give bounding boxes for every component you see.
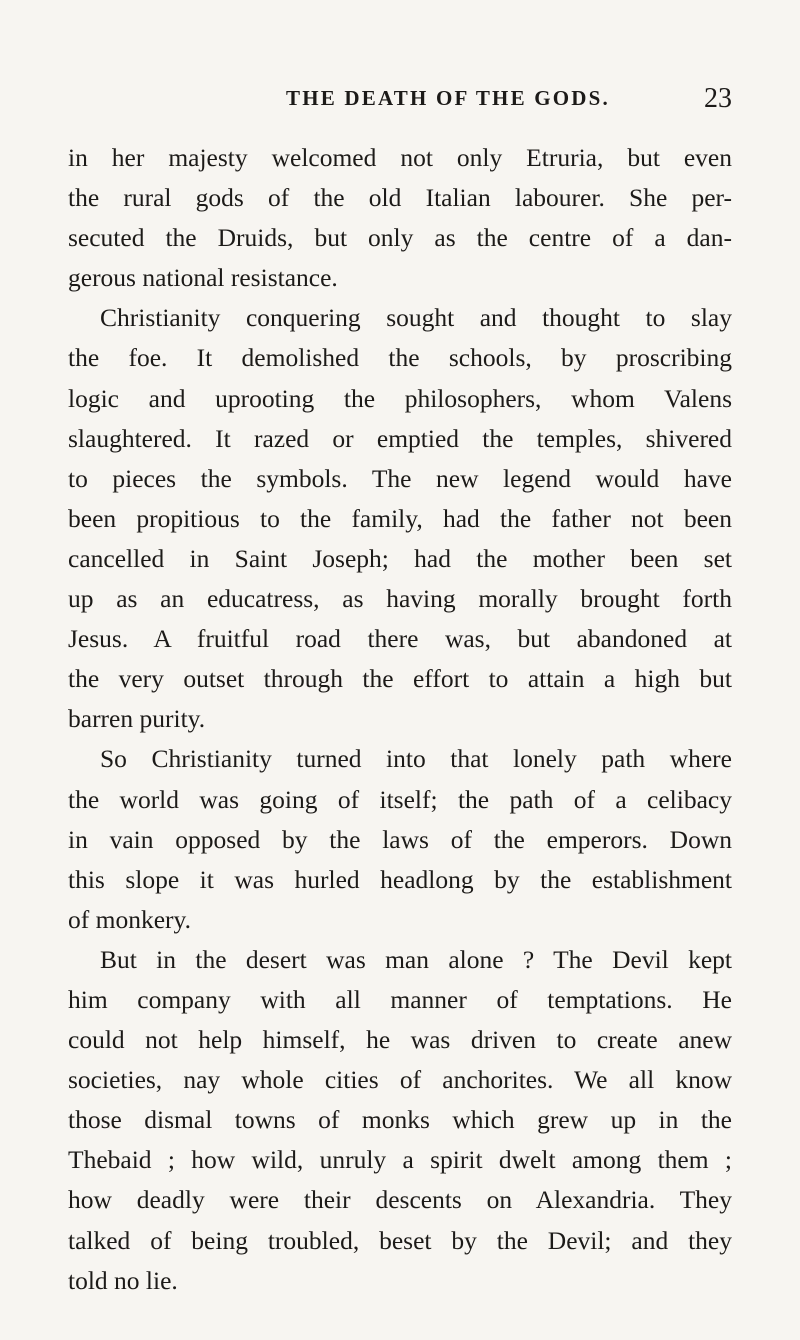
text-line: the rural gods of the old Italian labourer. She per- bbox=[68, 183, 732, 213]
text-line: in vain opposed by the laws of the emperors. Down bbox=[68, 824, 732, 854]
text-line: in her majesty welcomed not only Etruria, but even bbox=[68, 143, 732, 172]
paragraph-end-line: barren purity. bbox=[68, 704, 206, 734]
text-line: the world was going of itself; the path of a celibacy bbox=[68, 784, 732, 814]
page-header bbox=[100, 83, 732, 126]
text-line: this slope it was hurled headlong by the establishment bbox=[68, 864, 732, 894]
text-line: could not help himself, he was driven to create anew bbox=[68, 1025, 732, 1055]
text-line: logic and uprooting the philosophers, whom Valens bbox=[68, 383, 732, 413]
text-line: cancelled in Saint Joseph; had the mother been set bbox=[68, 543, 732, 573]
text-line: Thebaid ; how wild, unruly a spirit dwelt among them ; bbox=[68, 1145, 732, 1175]
text-line: how deadly were their descents on Alexandria. They bbox=[68, 1185, 732, 1215]
page-number: 23 bbox=[704, 83, 732, 114]
text-line: been propitious to the family, had the father not been bbox=[68, 503, 732, 533]
text-line: to pieces the symbols. The new legend would have bbox=[68, 463, 732, 493]
text-line: Jesus. A fruitful road there was, but abandoned at bbox=[68, 624, 732, 654]
paragraph-end-line: of monkery. bbox=[68, 904, 191, 934]
paragraph-end-line: gerous national resistance. bbox=[68, 263, 338, 293]
text-line: the foe. It demolished the schools, by proscribing bbox=[68, 343, 732, 373]
text-line: the very outset through the effort to attain a high but bbox=[68, 664, 732, 694]
text-line: slaughtered. It razed or emptied the temples, shivered bbox=[68, 423, 732, 453]
paragraph-start-line: Christianity conquering sought and thought to slay bbox=[100, 303, 732, 333]
text-line: those dismal towns of monks which grew up in the bbox=[68, 1105, 732, 1135]
text-line: secuted the Druids, but only as the centre of a dan- bbox=[68, 223, 732, 253]
paragraph-end-line: told no lie. bbox=[68, 1265, 178, 1295]
running-title: THE DEATH OF THE GODS. bbox=[286, 86, 610, 110]
text-line: up as an educatress, as having morally brought forth bbox=[68, 584, 732, 614]
body-text bbox=[68, 138, 732, 1301]
text-line: societies, nay whole cities of anchorites. We all know bbox=[68, 1065, 732, 1095]
text-line: talked of being troubled, beset by the Devil; and they bbox=[68, 1225, 732, 1255]
paragraph-start-line: So Christianity turned into that lonely path where bbox=[100, 744, 732, 774]
paragraph-start-line: But in the desert was man alone ? The Devil kept bbox=[100, 944, 732, 974]
text-line: him company with all manner of temptations. He bbox=[68, 984, 732, 1014]
